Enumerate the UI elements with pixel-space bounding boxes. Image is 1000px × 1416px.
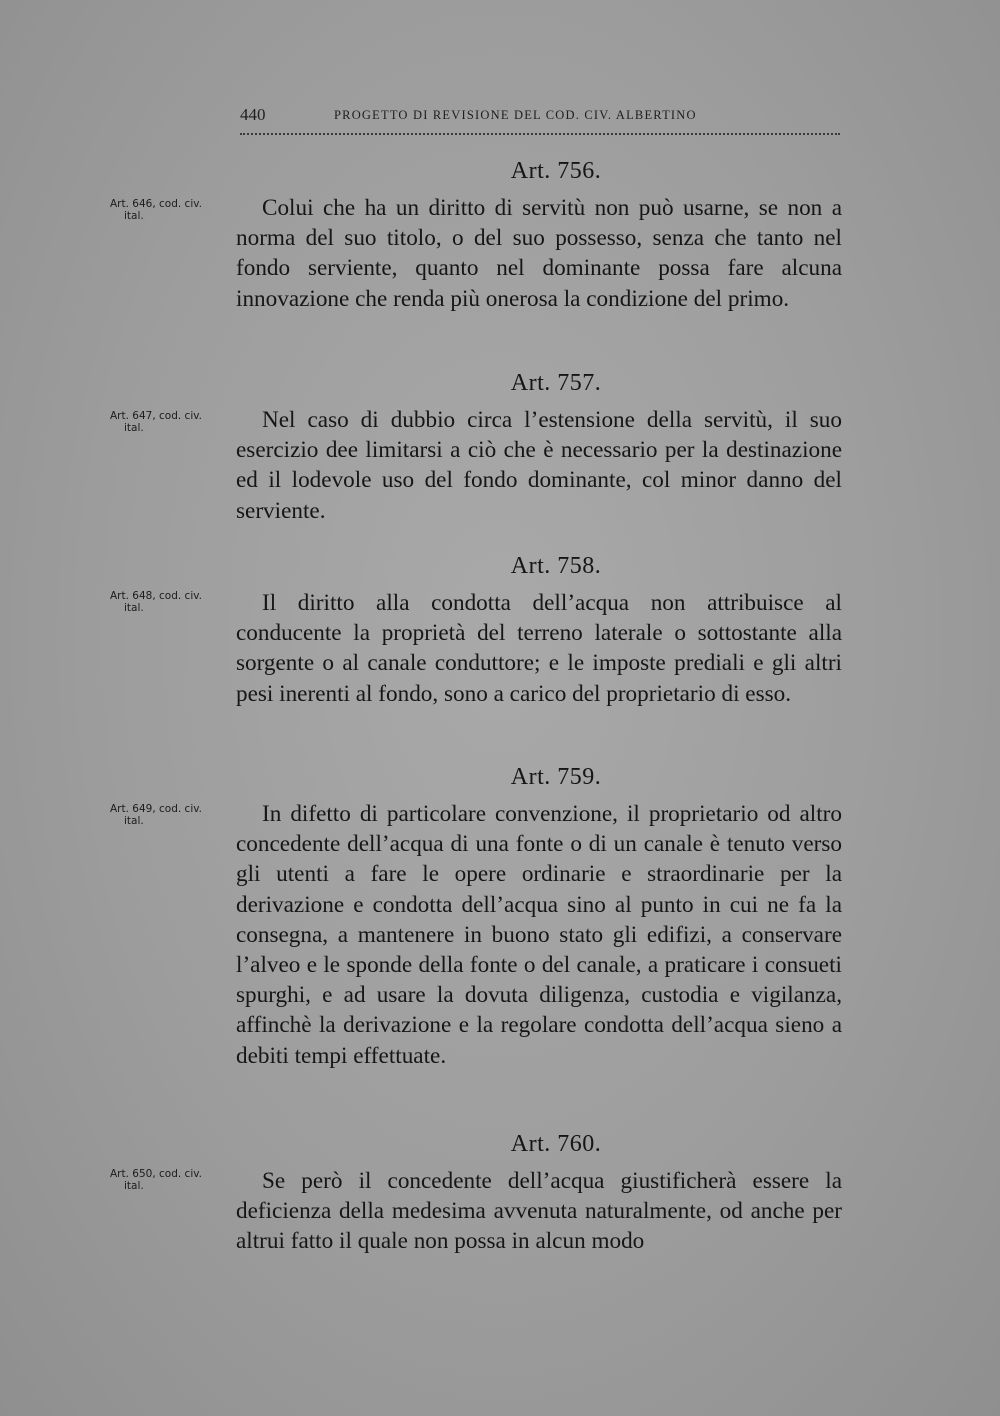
- header-divider: [240, 133, 840, 135]
- article-text: Colui che ha un diritto di servitù non può usarne, se non a norma del suo titolo, o del suo possesso, senza che tanto nel fondo serviente, quanto nel dominante possa fare alcuna innovazione che renda più onerosa la condizione del primo.: [236, 195, 842, 312]
- article-756: [236, 158, 842, 314]
- article-text: Nel caso di dubbio circa l’estensione della servitù, il suo esercizio dee limitarsi a ciò che è necessario per la destinazione ed il lodevole uso del fondo dominante, col minor danno del serviente.: [236, 407, 842, 524]
- margin-note-reference-cont: ital.: [124, 210, 144, 222]
- running-title: PROGETTO DI REVISIONE DEL COD. CIV. ALBERTINO: [334, 108, 697, 122]
- article-heading: Art. 756.: [510, 158, 602, 184]
- margin-note-reference: Art. 647, cod. civ.: [110, 410, 202, 422]
- margin-note-reference-cont: ital.: [124, 815, 144, 827]
- article-757: [236, 370, 842, 526]
- margin-note-art-758: [110, 590, 235, 614]
- article-text: Il diritto alla condotta dell’acqua non attribuisce al conducente la proprietà del terreno laterale o sottostante alla sorgente o al canale conduttore; e le imposte prediali e gli altri pesi inerenti al fondo, sono a carico del proprietario di esso.: [236, 590, 842, 707]
- article-text: Se però il concedente dell’acqua giustificherà essere la deficienza della medesima avvenuta naturalmente, od anche per altrui fatto il quale non possa in alcun modo: [236, 1168, 842, 1255]
- margin-note-reference: Art. 649, cod. civ.: [110, 803, 202, 815]
- margin-note-art-756: [110, 198, 235, 222]
- margin-note-reference: Art. 648, cod. civ.: [110, 590, 202, 602]
- page-number: 440: [240, 105, 266, 124]
- margin-note-reference: Art. 646, cod. civ.: [110, 198, 202, 210]
- article-heading: Art. 759.: [510, 764, 602, 790]
- margin-note-reference-cont: ital.: [124, 602, 144, 614]
- article-759: [236, 764, 842, 1071]
- margin-note-art-759: [110, 803, 235, 827]
- article-760: [236, 1131, 842, 1257]
- article-text: In difetto di particolare convenzione, il proprietario od altro concedente dell’acqua di una fonte o di un canale è tenuto verso gli utenti a fare le opere ordinarie e straordinarie per la derivazione e condotta dell’acqua sino al punto in cui ne fa la consegna, a mantenere in buono stato gli edifizi, a conservare l’alveo e le sponde della fonte o del canale, a praticare i consueti spurghi, e ad usare la dovuta diligenza, custodia e vigilanza, affinchè la derivazione e la regolare condotta dell’acqua sieno a debiti tempi effettuate.: [236, 801, 842, 1069]
- margin-note-art-760: [110, 1168, 235, 1192]
- article-heading: Art. 760.: [510, 1131, 602, 1157]
- margin-note-reference-cont: ital.: [124, 1180, 144, 1192]
- margin-note-reference-cont: ital.: [124, 422, 144, 434]
- article-758: [236, 553, 842, 709]
- margin-note-art-757: [110, 410, 235, 434]
- article-heading: Art. 758.: [510, 553, 602, 579]
- article-heading: Art. 757.: [510, 370, 602, 396]
- margin-note-reference: Art. 650, cod. civ.: [110, 1168, 202, 1180]
